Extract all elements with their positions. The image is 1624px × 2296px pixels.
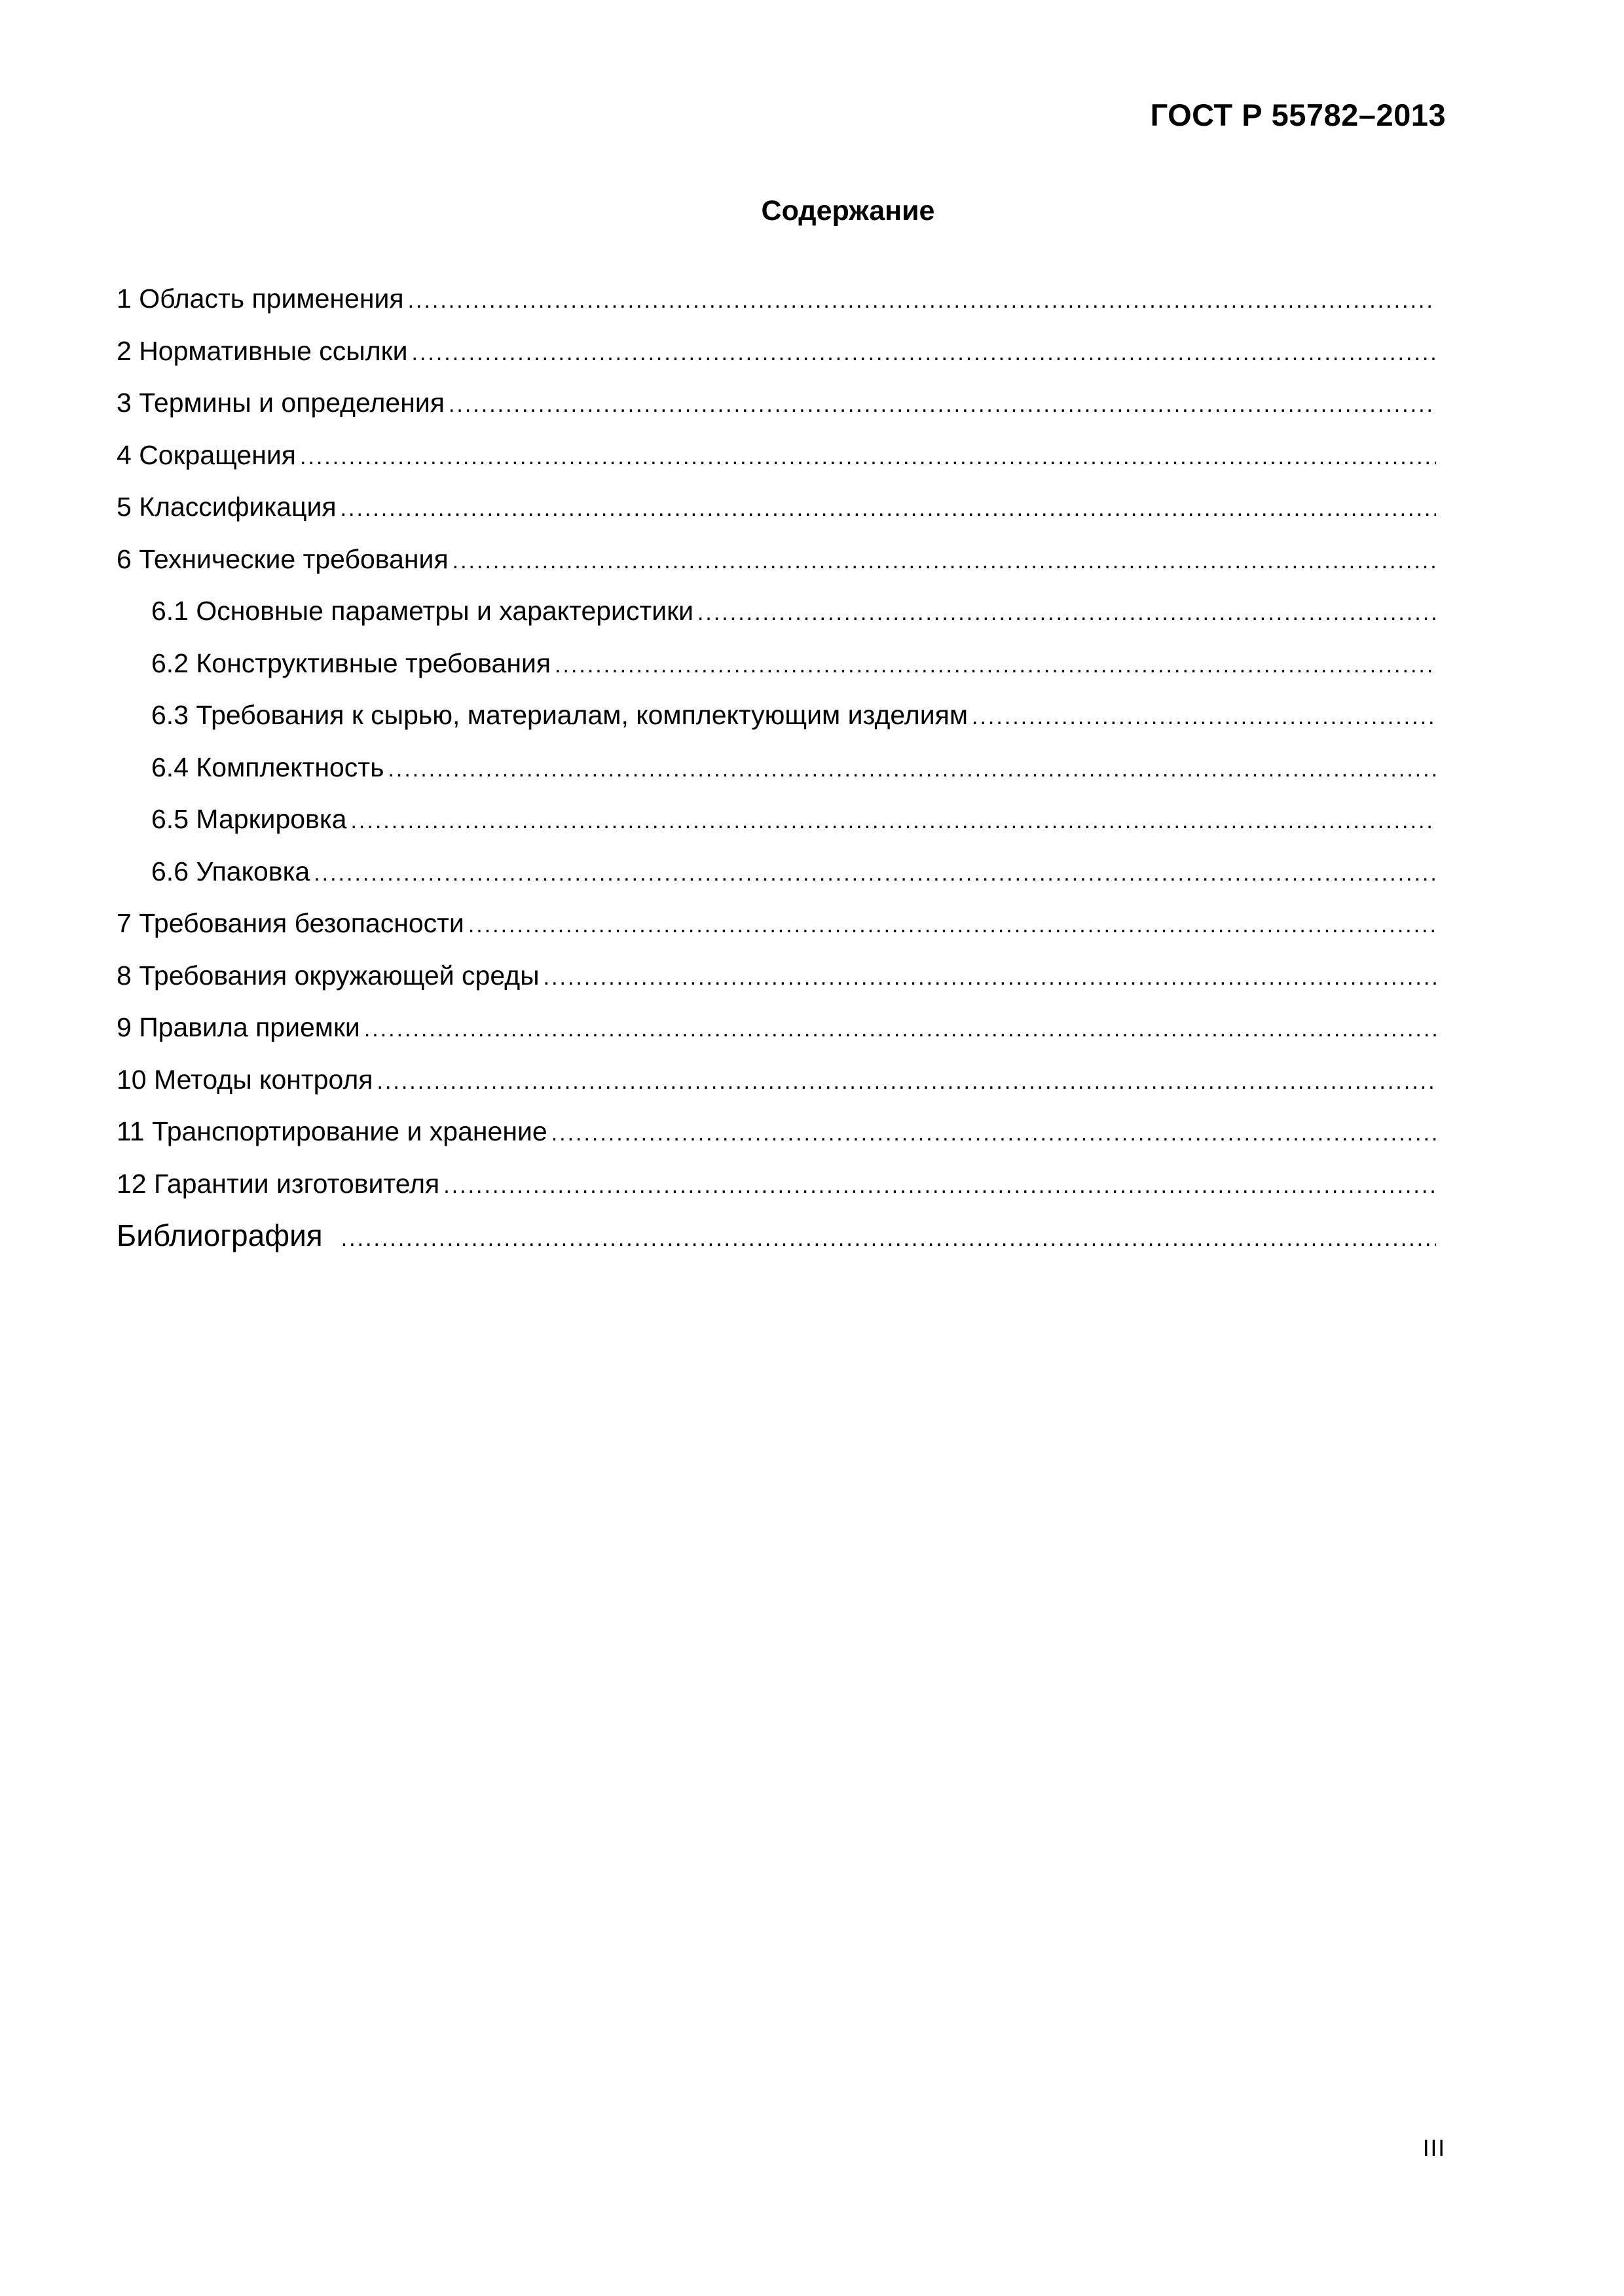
toc-entry-label: 6.2 Конструктивные требования xyxy=(151,647,551,678)
toc-entry-label: 2 Нормативные ссылки xyxy=(117,335,408,366)
toc-entry-label: 9 Правила приемки xyxy=(117,1012,360,1042)
toc-entry-bibliography[interactable] xyxy=(117,1216,1436,1275)
toc-entry-label: 10 Методы контроля xyxy=(117,1064,373,1095)
toc-entry-label: 6 Технические требования xyxy=(117,543,449,574)
toc-entry-label: 4 Сокращения xyxy=(117,439,296,470)
dot-leader xyxy=(551,1114,1436,1153)
toc-entry-label: Библиография xyxy=(117,1218,323,1252)
toc-entry-label: 6.4 Комплектность xyxy=(151,752,384,782)
toc-entry[interactable] xyxy=(117,903,1436,956)
dot-leader xyxy=(408,281,1436,320)
toc-entry[interactable] xyxy=(117,1060,1436,1112)
dot-leader xyxy=(443,1166,1436,1205)
toc-entry[interactable] xyxy=(117,1164,1436,1216)
toc-entry[interactable] xyxy=(117,279,1436,331)
toc-subentry[interactable] xyxy=(117,591,1436,644)
dot-leader xyxy=(449,385,1436,424)
toc-entry-label: 6.5 Маркировка xyxy=(151,804,347,834)
toc-entry-label: 6.6 Упаковка xyxy=(151,856,310,886)
toc-entry-label: 7 Требования безопасности xyxy=(117,908,464,938)
dot-leader xyxy=(697,593,1436,632)
toc-entry[interactable] xyxy=(117,956,1436,1008)
toc-entry-label: 3 Термины и определения xyxy=(117,388,445,418)
toc-entry-label: 6.3 Требования к сырью, материалам, комплектующим изделиям xyxy=(151,700,969,730)
dot-leader xyxy=(555,646,1436,685)
toc-subentry[interactable] xyxy=(117,799,1436,852)
toc-entry[interactable] xyxy=(117,383,1436,435)
toc-entry[interactable] xyxy=(117,1112,1436,1164)
toc-title: Содержание xyxy=(761,195,935,227)
toc-entry[interactable] xyxy=(117,1008,1436,1060)
dot-leader xyxy=(341,1219,1436,1258)
dot-leader xyxy=(388,750,1436,789)
toc-entry-label: 6.1 Основные параметры и характеристики xyxy=(151,596,693,626)
dot-leader xyxy=(452,541,1436,581)
toc-entry-label: 8 Требования окружающей среды xyxy=(117,960,540,991)
toc-entry[interactable] xyxy=(117,331,1436,384)
toc-entry-label: 11 Транспортирование и хранение xyxy=(117,1116,547,1146)
dot-leader xyxy=(377,1062,1436,1101)
toc-entry-label: 1 Область применения xyxy=(117,283,404,314)
dot-leader xyxy=(412,333,1437,373)
dot-leader xyxy=(468,905,1436,945)
toc-subentry[interactable] xyxy=(117,695,1436,748)
table-of-contents xyxy=(117,279,1436,1275)
toc-entry-label: 12 Гарантии изготовителя xyxy=(117,1168,440,1199)
dot-leader xyxy=(350,801,1436,841)
toc-subentry[interactable] xyxy=(117,748,1436,800)
toc-entry[interactable] xyxy=(117,539,1436,592)
dot-leader xyxy=(341,489,1436,528)
document-code: ГОСТ Р 55782–2013 xyxy=(1150,98,1446,132)
toc-subentry[interactable] xyxy=(117,852,1436,904)
toc-subentry[interactable] xyxy=(117,644,1436,696)
page-number: III xyxy=(1422,2136,1446,2161)
dot-leader xyxy=(972,697,1436,737)
toc-entry[interactable] xyxy=(117,435,1436,488)
toc-entry-label: 5 Классификация xyxy=(117,492,337,522)
dot-leader xyxy=(364,1010,1436,1049)
dot-leader xyxy=(300,437,1436,477)
dot-leader xyxy=(544,958,1436,997)
toc-entry[interactable] xyxy=(117,487,1436,539)
dot-leader xyxy=(314,854,1436,893)
